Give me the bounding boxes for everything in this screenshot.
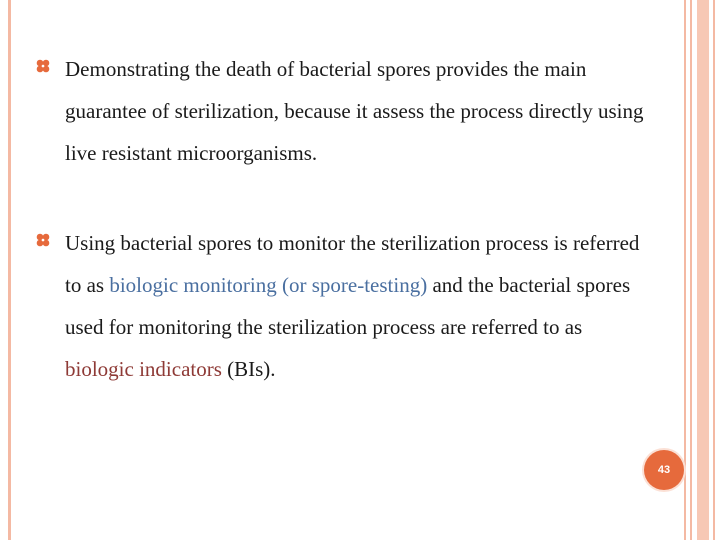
text-segment: and the bacterial spores used for monitoring the sterilization process are referred to as [65,273,631,339]
frame-right-line [684,0,686,540]
frame-right-band [697,0,709,540]
bullet-text: Demonstrating the death of bacterial spores provides the main guarantee of sterilization, because it assess the process directly using live resistant microorganisms. [65,57,644,165]
bullet-text [65,222,656,390]
frame-left-border [8,0,11,540]
page-number-badge: 43 [644,450,684,490]
highlight-biologic-indicators: biologic indicators [65,357,222,381]
text-segment: (BIs). [221,357,276,381]
bullet-item [36,48,656,174]
frame-right-line [690,0,692,540]
bullet-item [36,222,656,390]
clover-bullet-icon [36,59,50,73]
frame-right-line [713,0,715,540]
clover-bullet-icon [36,233,50,247]
text-segment: Using bacterial spores to monitor the sterilization process is referred to as [65,231,640,297]
highlight-biologic-monitoring: biologic monitoring (or spore-testing) [109,273,428,297]
